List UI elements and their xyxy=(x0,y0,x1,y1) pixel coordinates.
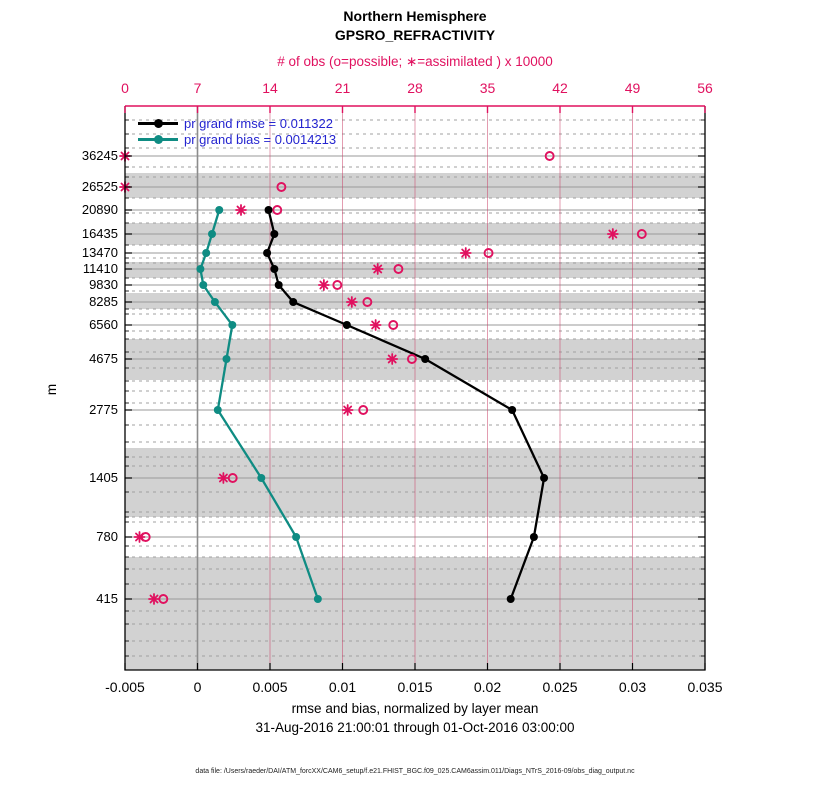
assimilated-obs-marker xyxy=(218,473,228,483)
pr-grand-bias-point xyxy=(314,595,322,603)
chart-title-observation-type: GPSRO_REFRACTIVITY xyxy=(334,27,496,43)
top-axis-tick-label: 21 xyxy=(334,80,351,96)
pr-grand-rmse-point xyxy=(508,406,516,414)
assimilated-obs-marker xyxy=(373,264,383,274)
pr-grand-bias-point xyxy=(211,298,219,306)
top-axis-tick-label: 7 xyxy=(193,80,202,96)
legend-line-rmse xyxy=(138,122,178,125)
bottom-axis-tick-label: 0.035 xyxy=(687,679,723,695)
level-tick-label: 415 xyxy=(96,591,118,606)
bottom-axis-tick-label: 0.025 xyxy=(542,679,578,695)
pr-grand-bias-point xyxy=(214,406,222,414)
bottom-axis-tick-label: 0 xyxy=(193,679,202,695)
top-axis-tick-label: 49 xyxy=(624,80,641,96)
level-tick-label: 9830 xyxy=(89,277,118,292)
pr-grand-rmse-point xyxy=(530,533,538,541)
level-tick-label: 13470 xyxy=(81,245,118,260)
pr-grand-bias-point xyxy=(196,265,204,273)
level-tick-label: 1405 xyxy=(89,470,118,485)
pr-grand-bias-point xyxy=(208,230,216,238)
pr-grand-bias-point xyxy=(292,533,300,541)
legend xyxy=(138,115,336,147)
assimilated-obs-marker xyxy=(236,205,246,215)
assimilated-obs-marker xyxy=(387,354,397,364)
level-tick-label: 780 xyxy=(96,529,118,544)
pr-grand-bias-point xyxy=(215,206,223,214)
pr-grand-rmse-point xyxy=(263,249,271,257)
assimilated-obs-marker xyxy=(461,248,471,258)
top-axis-tick-label: 28 xyxy=(407,80,423,96)
level-tick-label: 4675 xyxy=(89,351,118,366)
pr-grand-rmse-point xyxy=(540,474,548,482)
level-tick-label: 36245 xyxy=(81,148,118,163)
legend-marker-bias xyxy=(154,135,163,144)
bottom-axis-tick-label: 0.03 xyxy=(618,679,647,695)
legend-label-bias: pr grand bias = 0.0014213 xyxy=(184,131,337,147)
assimilated-obs-marker xyxy=(343,405,353,415)
legend-label-rmse: pr grand rmse = 0.011322 xyxy=(184,115,333,131)
legend-item-bias xyxy=(138,131,336,147)
time-range-subtitle: 31-Aug-2016 21:00:01 through 01-Oct-2016 03:00:00 xyxy=(255,720,575,735)
top-axis-tick-label: 35 xyxy=(479,80,496,96)
pr-grand-rmse-point xyxy=(275,281,283,289)
bottom-axis-tick-label: 0.01 xyxy=(328,679,357,695)
assimilated-obs-marker xyxy=(608,229,618,239)
assimilated-obs-marker xyxy=(149,594,159,604)
legend-item-rmse xyxy=(138,115,336,131)
top-axis-tick-label: 14 xyxy=(262,80,278,96)
top-axis-label: # of obs (o=possible; ∗=assimilated ) x 10000 xyxy=(277,54,553,69)
pr-grand-bias-point xyxy=(223,355,231,363)
level-tick-label: 20890 xyxy=(81,202,118,217)
pr-grand-bias-point xyxy=(202,249,210,257)
assimilated-obs-marker xyxy=(135,532,145,542)
pr-grand-rmse-point xyxy=(265,206,273,214)
top-axis-tick-label: 42 xyxy=(552,80,568,96)
top-axis-tick-label: 0 xyxy=(121,80,129,96)
top-axis-tick-label: 56 xyxy=(697,80,713,96)
pr-grand-rmse-point xyxy=(507,595,515,603)
assimilated-obs-marker xyxy=(371,320,381,330)
pr-grand-rmse-point xyxy=(270,230,278,238)
pr-grand-rmse-point xyxy=(270,265,278,273)
assimilated-obs-marker xyxy=(347,297,357,307)
pr-grand-rmse-point xyxy=(421,355,429,363)
level-tick-label: 26525 xyxy=(81,179,118,194)
pr-grand-bias-point xyxy=(199,281,207,289)
pr-grand-rmse-point xyxy=(289,298,297,306)
bottom-axis-tick-label: -0.005 xyxy=(105,679,145,695)
pr-grand-bias-point xyxy=(228,321,236,329)
legend-marker-rmse xyxy=(154,119,163,128)
x-axis-label: rmse and bias, normalized by layer mean xyxy=(291,701,539,716)
pr-grand-bias-point xyxy=(257,474,265,482)
level-tick-label: 8285 xyxy=(89,294,118,309)
level-tick-label: 16435 xyxy=(81,226,118,241)
bottom-axis-tick-label: 0.015 xyxy=(397,679,433,695)
chart-title-region: Northern Hemisphere xyxy=(343,8,487,24)
pr-grand-rmse-point xyxy=(343,321,351,329)
y-axis-label: m xyxy=(44,383,60,396)
level-tick-label: 2775 xyxy=(89,402,118,417)
data-file-path: data file: /Users/raeder/DAI/ATM_forcXX/CAM6_setup/f.e21.FHIST_BGC.f09_025.CAM6assim.011/Diags_NTrS_2016-09/obs_diag_output.nc xyxy=(195,768,635,775)
bottom-axis-tick-label: 0.005 xyxy=(252,679,288,695)
bottom-axis-tick-label: 0.02 xyxy=(473,679,502,695)
legend-line-bias xyxy=(138,138,178,141)
level-tick-label: 6560 xyxy=(89,317,118,332)
assimilated-obs-marker xyxy=(319,280,329,290)
level-tick-label: 11410 xyxy=(82,261,118,276)
